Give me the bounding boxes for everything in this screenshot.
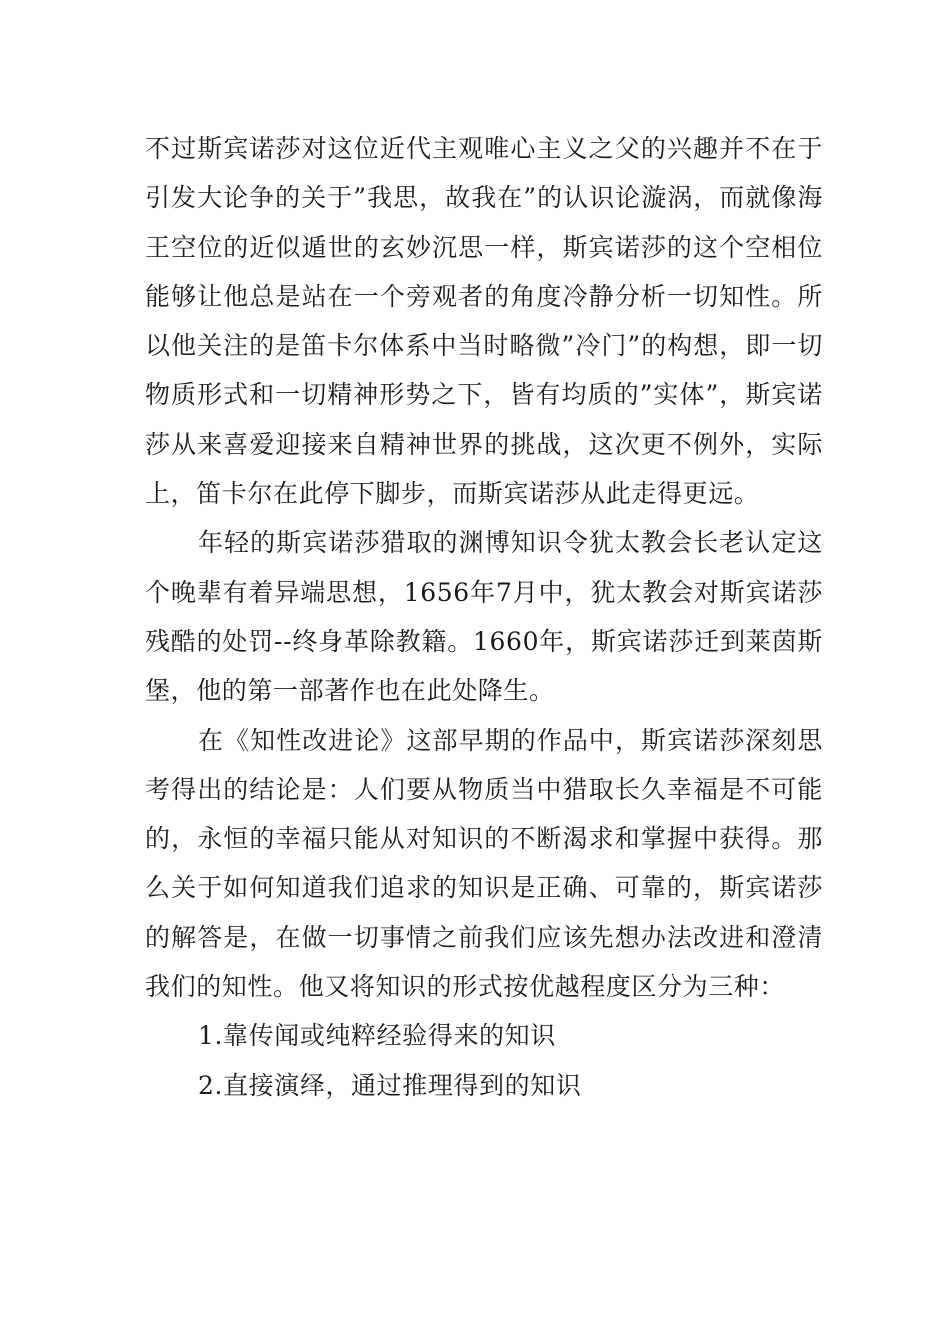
list-item-knowledge-1: 1.靠传闻或纯粹经验得来的知识 [198, 1021, 556, 1051]
list-item-knowledge-2: 2.直接演绎，通过推理得到的知识 [198, 1070, 582, 1100]
paragraph-descartes: 不过斯宾诺莎对这位近代主观唯心主义之父的兴趣并不在于引发大论争的关于”我思，故我在”的认识论漩涡，而就像海王空位的近似遁世的玄妙沉思一样，斯宾诺莎的这个空相位能够让他总是站在一个旁观者的角度冷静分析一切知性。所以他关注的是笛卡尔体系中当时略微”冷门”的构想，即一切物质形式和一切精神形势之下，皆有均质的”实体”，斯宾诺莎从来喜爱迎接来自精神世界的挑战，这次更不例外，实际上，笛卡尔在此停下脚步，而斯宾诺莎从此走得更远。 [145, 134, 823, 509]
paragraph-excommunication: 年轻的斯宾诺莎猎取的渊博知识令犹太教会长老认定这个晚辈有着异端思想，1656年7月中，犹太教会对斯宾诺莎残酷的处罚--终身革除教籍。1660年，斯宾诺莎迁到莱茵斯堡，他的第一部著作也在此处降生。 [145, 528, 823, 706]
paragraph-treatise: 在《知性改进论》这部早期的作品中，斯宾诺莎深刻思考得出的结论是：人们要从物质当中猎取长久幸福是不可能的，永恒的幸福只能从对知识的不断渴求和掌握中获得。那么关于如何知道我们追求的知识是正确、可靠的，斯宾诺莎的解答是，在做一切事情之前我们应该先想办法改进和澄清我们的知性。他又将知识的形式按优越程度区分为三种： [145, 725, 823, 1002]
document-body [145, 124, 823, 1110]
